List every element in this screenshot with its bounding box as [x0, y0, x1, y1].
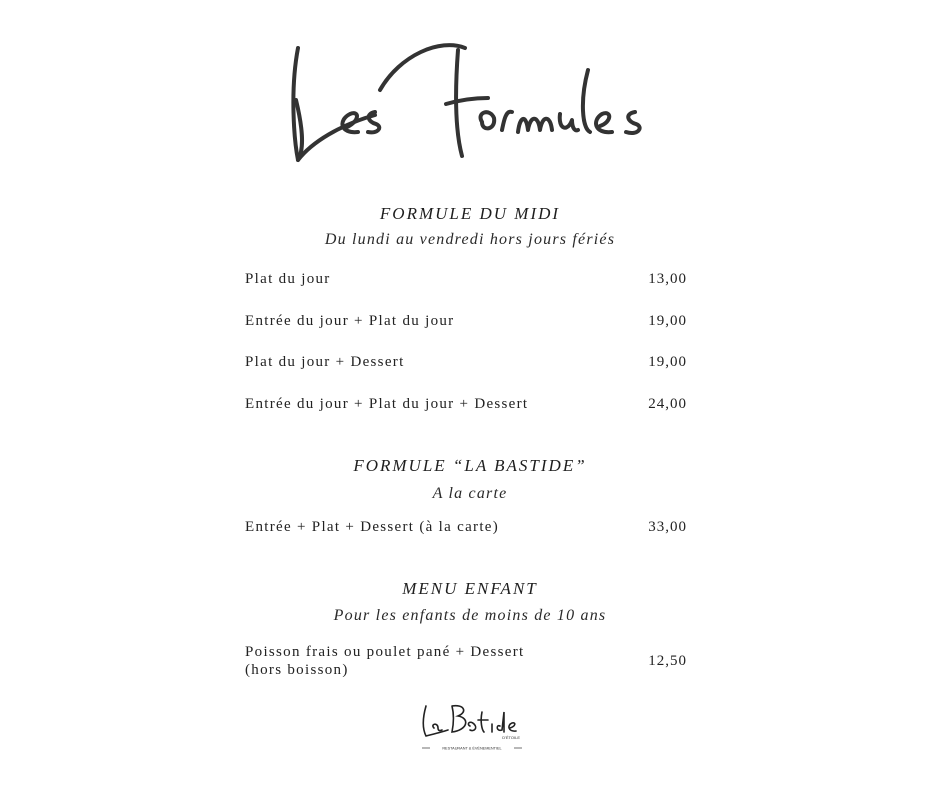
- menu-item: [245, 518, 687, 536]
- menu-item-label-line1: Poisson frais ou poulet pané + Dessert: [245, 644, 525, 660]
- menu-item-label: Plat du jour + Dessert: [245, 354, 405, 370]
- menu-item-price: 24,00: [648, 395, 687, 412]
- section-subtitle-menu-enfant: Pour les enfants de moins de 10 ans: [333, 607, 607, 624]
- section-subtitle-formule-midi: Du lundi au vendredi hors jours fériés: [324, 231, 616, 248]
- menu-item: [245, 395, 687, 413]
- logo-graphic: [412, 700, 532, 760]
- menu-item-price: 33,00: [648, 518, 687, 535]
- menu-item-label: Entrée + Plat + Dessert (à la carte): [245, 519, 500, 535]
- restaurant-logo: [412, 700, 532, 760]
- menu-item-label: Plat du jour: [245, 271, 331, 287]
- menu-item-label: Entrée du jour + Plat du jour + Dessert: [245, 396, 529, 412]
- menu-item-price: 19,00: [648, 353, 687, 370]
- menu-item: [245, 270, 687, 288]
- menu-item-label: Entrée du jour + Plat du jour: [245, 313, 455, 329]
- menu-item-label: [245, 643, 525, 679]
- logo-suffix: D'ÉTOILE: [502, 735, 520, 740]
- menu-item: [245, 643, 687, 679]
- title-script-graphic: [250, 30, 690, 170]
- section-heading-formule-midi: FORMULE DU MIDI: [379, 204, 561, 223]
- section-subtitle-formule-bastide: A la carte: [432, 485, 508, 502]
- page-title: [250, 30, 690, 170]
- logo-tagline: RESTAURANT & ÉVÉNEMENTIEL: [442, 746, 502, 751]
- menu-item-price: 12,50: [648, 652, 687, 669]
- menu-item: [245, 312, 687, 330]
- menu-item-price: 19,00: [648, 312, 687, 329]
- section-heading-menu-enfant: MENU ENFANT: [402, 579, 538, 598]
- menu-item-label-line2: (hors boisson): [245, 662, 349, 678]
- section-heading-formule-bastide: FORMULE “LA BASTIDE”: [353, 456, 587, 475]
- menu-item: [245, 353, 687, 371]
- menu-item-price: 13,00: [648, 270, 687, 287]
